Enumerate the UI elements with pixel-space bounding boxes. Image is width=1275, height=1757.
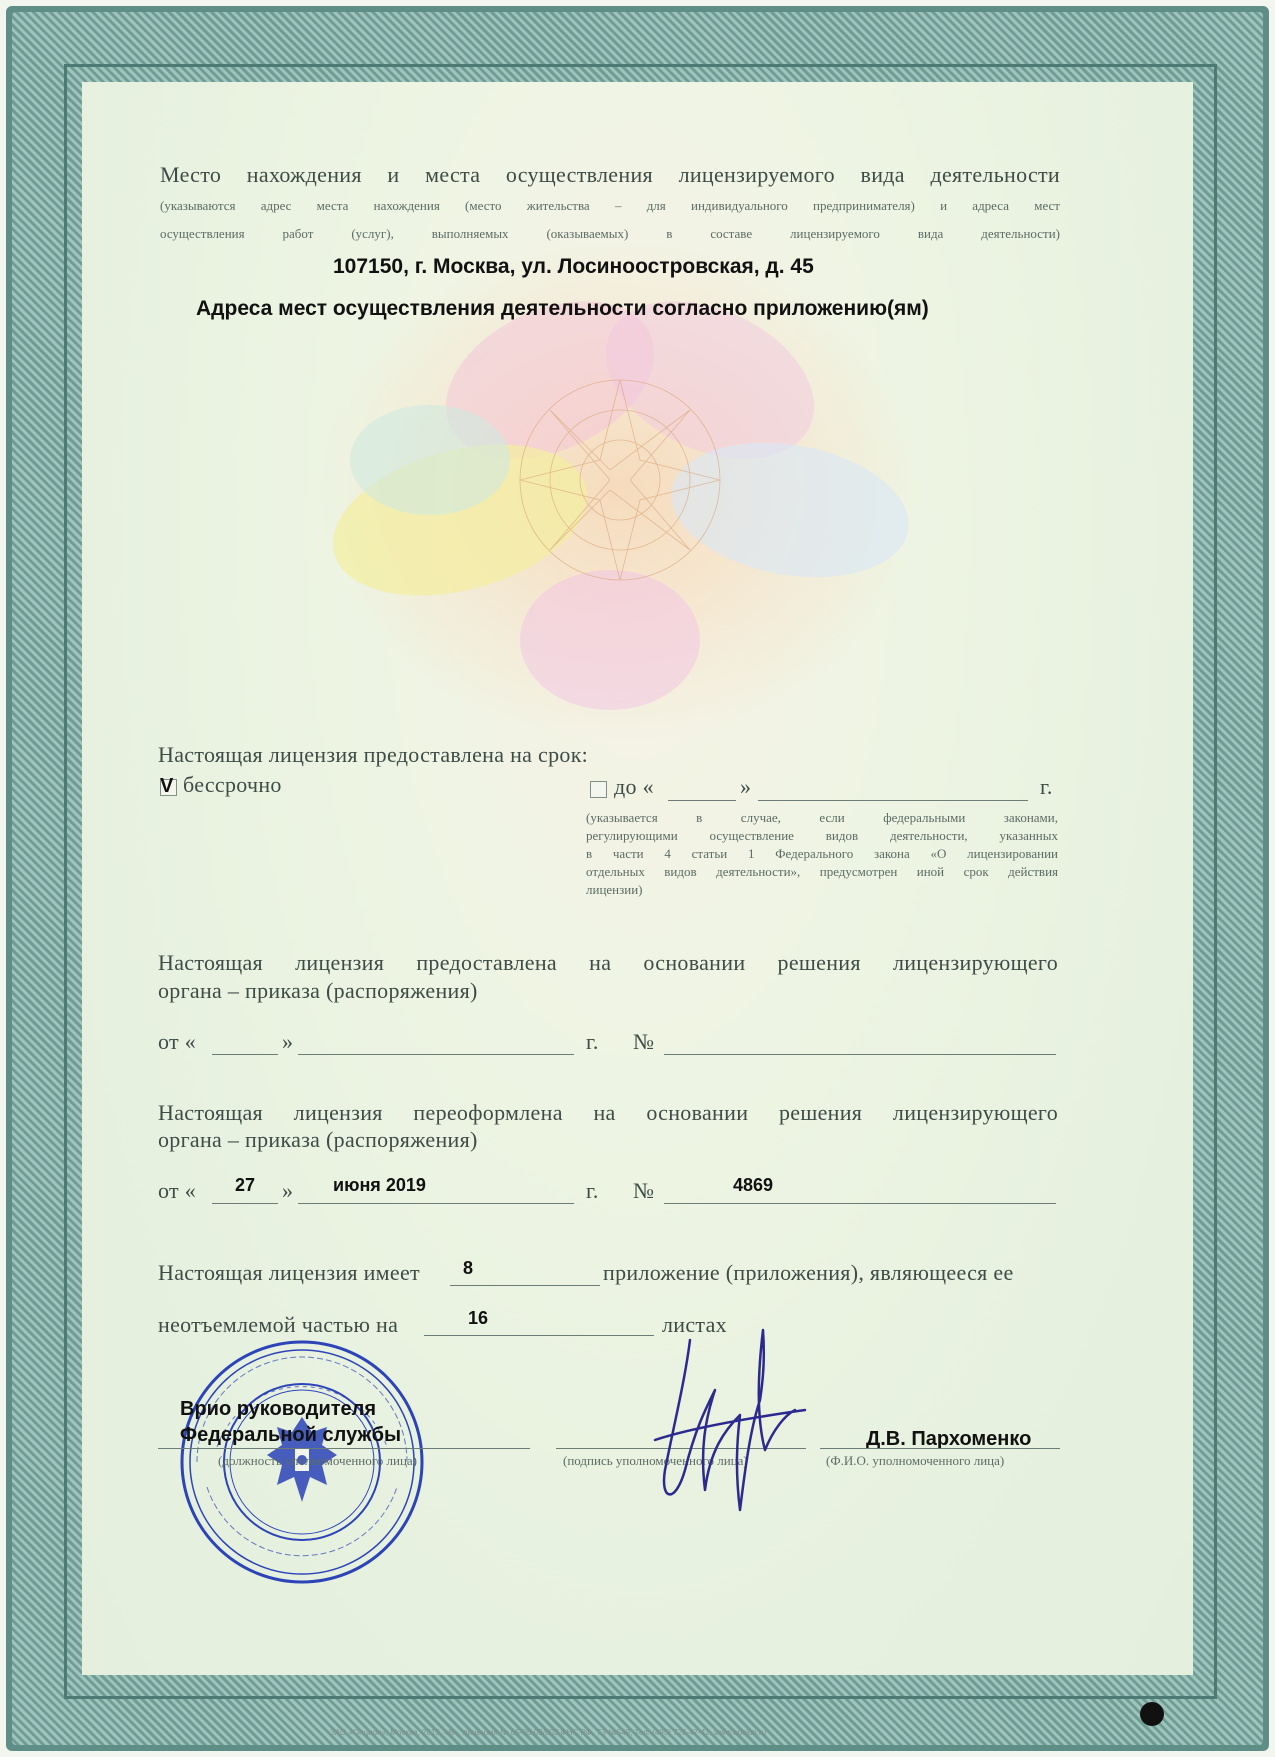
reissue-month-year: июня 2019 xyxy=(333,1175,426,1195)
position-line xyxy=(158,1448,530,1449)
position-line2: Федеральной службы xyxy=(180,1424,402,1446)
position-line1: Врио руководителя xyxy=(180,1398,377,1420)
name-line xyxy=(820,1448,1060,1449)
until-day-line xyxy=(668,800,736,801)
reissue-number-line xyxy=(664,1203,1056,1204)
term-note-line2: регулирующими осуществление видов деятельности, указанных xyxy=(586,828,1058,843)
term-note-line3: в части 4 статьи 1 Федерального закона «О лицензировании xyxy=(586,846,1058,861)
location-note-line1: (указываются адрес места нахождения (место жительства – для индивидуального предпринимателя) и адреса мест xyxy=(160,198,1060,213)
appendix-sheets: 16 xyxy=(468,1308,489,1328)
basis-date-line xyxy=(298,1054,574,1055)
reissue-number: 4869 xyxy=(733,1175,774,1195)
term-note-line5: лицензии) xyxy=(586,882,643,897)
basis-from-open: от « xyxy=(158,1029,197,1054)
handwritten-signature xyxy=(645,1320,820,1520)
reissue-day-line xyxy=(212,1203,278,1204)
reissue-date-line xyxy=(298,1203,574,1204)
basis-year-suffix: г. xyxy=(586,1029,599,1054)
binding-hole xyxy=(1140,1702,1164,1726)
basis-number-line xyxy=(664,1054,1056,1055)
reissue-line2: органа – приказа (распоряжения) xyxy=(158,1127,478,1152)
appendix-sheets-line xyxy=(424,1335,654,1336)
basis-day-line xyxy=(212,1054,278,1055)
address-note: Адреса мест осуществления деятельности согласно приложению(ям) xyxy=(196,297,929,320)
basis-line1: Настоящая лицензия предоставлена на основании решения лицензирующего xyxy=(158,950,1058,975)
term-note-line1: (указывается в случае, если федеральными законами, xyxy=(586,810,1058,825)
until-mid: » xyxy=(740,774,752,799)
address: 107150, г. Москва, ул. Лосиноостровская, д. 45 xyxy=(333,255,814,278)
position-caption: (должность уполномоченного лица) xyxy=(218,1453,418,1468)
printer-info: ЗАО «Опцион», Москва, 2015, «Б», лицензия № 05-05-09/003 ФНС РФ, ТЗ №549, Тел. (495) 726-47-42, www.opcion.ru xyxy=(330,1728,767,1737)
location-note-line2: осуществления работ (услуг), выполняемых (оказываемых) в составе лицензируемого вида деятельности) xyxy=(160,226,1060,241)
reissue-line1: Настоящая лицензия переоформлена на основании решения лицензирующего xyxy=(158,1100,1058,1125)
appendix-line1-prefix: Настоящая лицензия имеет xyxy=(158,1260,420,1285)
appendix-count-line xyxy=(450,1285,600,1286)
signature-caption: (подпись уполномоченного лица) xyxy=(563,1453,748,1468)
basis-from-close: » xyxy=(282,1029,294,1054)
until-checkbox[interactable] xyxy=(590,781,607,798)
basis-line2: органа – приказа (распоряжения) xyxy=(158,978,478,1003)
appendix-line1-suffix: приложение (приложения), являющееся ее xyxy=(603,1260,1014,1285)
appendix-line2-prefix: неотъемлемой частью на xyxy=(158,1312,399,1337)
term-label: Настоящая лицензия предоставлена на срок: xyxy=(158,742,589,767)
check-mark: V xyxy=(160,775,174,797)
indefinite-label: бессрочно xyxy=(183,772,282,797)
term-note-line4: отдельных видов деятельности», предусмотрен иной срок действия xyxy=(586,864,1058,879)
reissue-from-open: от « xyxy=(158,1178,197,1203)
basis-number-sign: № xyxy=(633,1029,655,1054)
reissue-day: 27 xyxy=(235,1175,256,1195)
reissue-number-sign: № xyxy=(633,1178,655,1203)
signer-name: Д.В. Пархоменко xyxy=(866,1428,1032,1450)
until-date-line xyxy=(758,800,1028,801)
appendix-count: 8 xyxy=(463,1258,474,1278)
location-title: Место нахождения и места осуществления лицензируемого вида деятельности xyxy=(160,162,1060,187)
appendix-line2-suffix: листах xyxy=(662,1312,727,1337)
until-prefix: до « xyxy=(614,774,654,799)
reissue-from-close: » xyxy=(282,1178,294,1203)
name-caption: (Ф.И.О. уполномоченного лица) xyxy=(826,1453,1005,1468)
until-year-suffix: г. xyxy=(1040,774,1053,799)
reissue-year-suffix: г. xyxy=(586,1178,599,1203)
